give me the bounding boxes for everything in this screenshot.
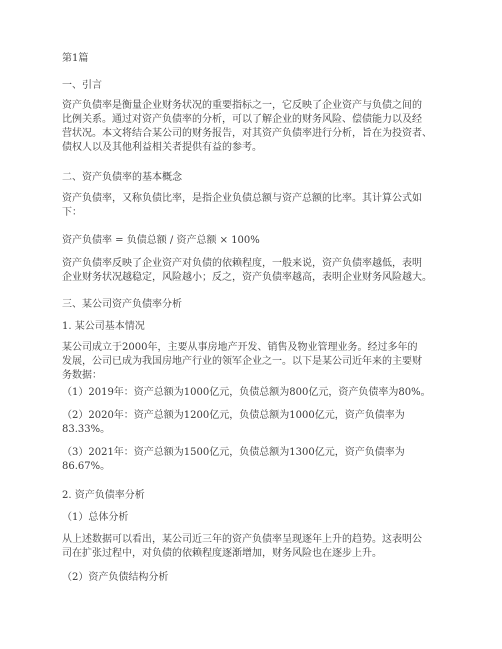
paragraph-overall: [62, 533, 422, 561]
subsection-title-structure: （2）资产负债结构分析: [62, 572, 169, 583]
paragraph-line: 比例关系。通过对资产负债率的分析，可以了解企业的财务风险、偿债能力以及经: [62, 114, 422, 125]
paragraph-line: 债权人以及其他利益相关者提供有益的参考。: [62, 142, 262, 153]
paragraph-line: 某公司成立于2000年，主要从事房地产开发、销售及物业管理业务。经过多年的: [62, 342, 418, 353]
paragraph-line: 资产负债率反映了企业资产对负债的依赖程度，一般来说，资产负债率越低，表明: [62, 258, 422, 269]
formula: 资产负债率 = 负债总额 / 资产总额 × 100%: [62, 235, 260, 246]
subsection-title-overall: （1）总体分析: [62, 512, 129, 523]
paragraph-line: 务数据：: [62, 370, 102, 381]
subsection-title-ratio: 2. 资产负债率分析: [62, 490, 145, 501]
paragraph-explain: [62, 257, 432, 285]
paragraph-line: 营状况。本文将结合某公司的财务报告，对其资产负债率进行分析，旨在为投资者、: [62, 128, 432, 139]
chapter-heading: 第1篇: [62, 53, 89, 64]
data-item-2020: [62, 409, 405, 437]
paragraph-line: 下：: [62, 207, 82, 218]
paragraph-line: 资产负债率，又称负债比率，是指企业负债总额与资产总额的比率。其计算公式如: [62, 193, 422, 204]
subsection-title-company: 1. 某公司基本情况: [62, 321, 145, 332]
paragraph-line: 资产负债率是衡量企业财务状况的重要指标之一，它反映了企业资产与负债之间的: [62, 100, 422, 111]
paragraph-line: 发展，公司已成为我国房地产行业的领军企业之一。以下是某公司近年来的主要财: [62, 356, 422, 367]
paragraph-line: 86.67%。: [62, 461, 111, 472]
paragraph-company: [62, 341, 422, 383]
paragraph-line: （2）2020年：资产总额为1200亿元，负债总额为1000亿元，资产负债率为: [62, 410, 405, 421]
section-title-analysis: 三、某公司资产负债率分析: [62, 299, 182, 310]
section-title-intro: 一、引言: [62, 80, 102, 91]
data-item-2019: （1）2019年：资产总额为1000亿元，负债总额为800亿元，资产负债率为80%。: [62, 387, 431, 398]
paragraph-line: 83.33%。: [62, 424, 111, 435]
paragraph-line: 司在扩张过程中，对负债的依赖程度逐渐增加，财务风险也在逐步上升。: [62, 548, 382, 559]
paragraph-line: 从上述数据可以看出，某公司近三年的资产负债率呈现逐年上升的趋势。这表明公: [62, 534, 422, 545]
section-title-concept: 二、资产负债率的基本概念: [62, 172, 182, 183]
paragraph-line: 企业财务状况越稳定，风险越小；反之，资产负债率越高，表明企业财务风险越大。: [62, 272, 432, 283]
paragraph-intro: [62, 99, 432, 155]
paragraph-line: （3）2021年：资产总额为1500亿元，负债总额为1300亿元，资产负债率为: [62, 447, 405, 458]
data-item-2021: [62, 446, 405, 474]
paragraph-concept: [62, 192, 422, 220]
